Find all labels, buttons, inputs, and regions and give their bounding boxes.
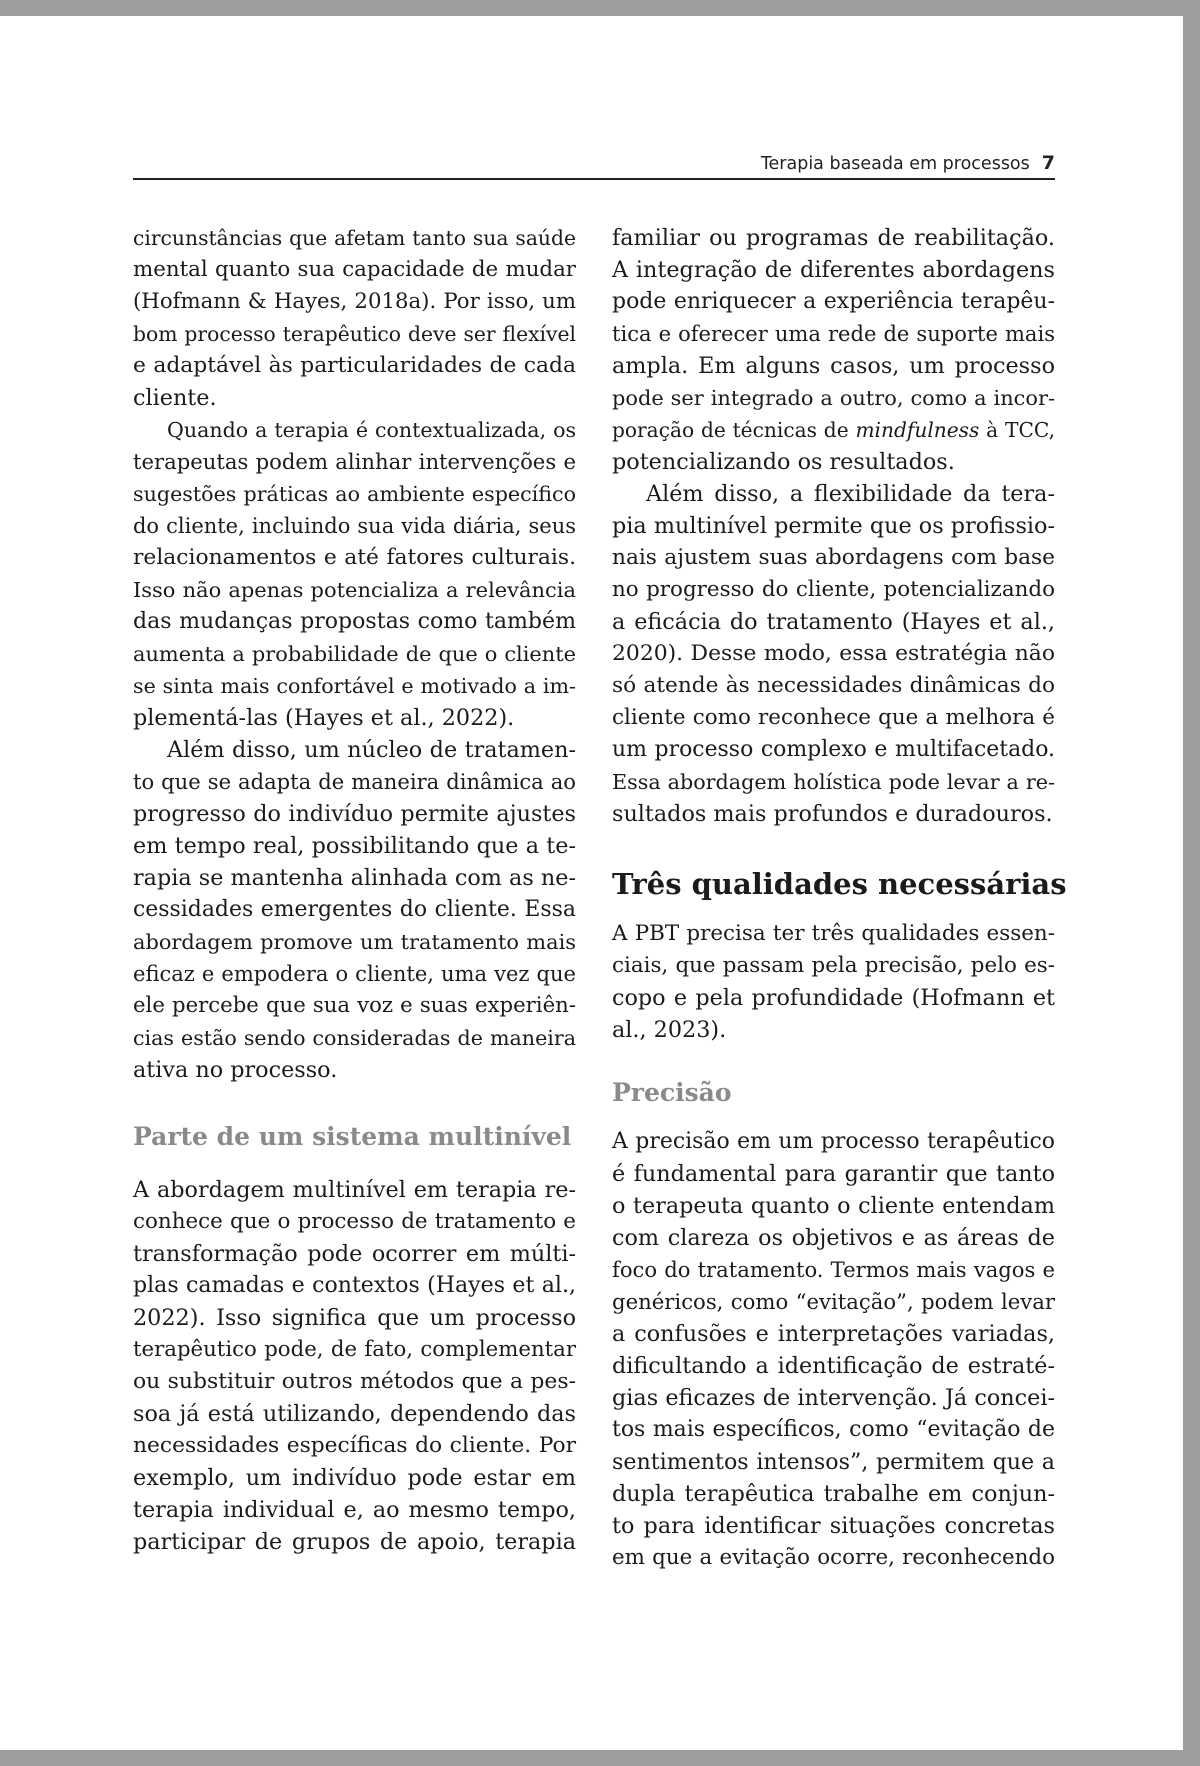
text-run: à TCC,	[979, 418, 1055, 442]
text-line: progresso do indivíduo permite ajustes	[133, 801, 576, 827]
text-line: nais ajustem suas abordagens com base	[612, 545, 1055, 570]
text-line: plas camadas e contextos (Hayes et al.,	[133, 1273, 576, 1298]
text-line: abordagem promove um tratamento mais	[133, 930, 576, 954]
text-line: Além disso, a flexibilidade da tera-	[646, 481, 1055, 507]
text-line: conhece que o processo de tratamento e	[133, 1209, 576, 1234]
text-line: to que se adapta de maneira dinâmica ao	[133, 769, 576, 794]
text-line: é fundamental para garantir que tanto	[612, 1161, 1055, 1187]
text-line: gias eficazes de intervenção. Já concei-	[612, 1385, 1055, 1411]
paragraph	[612, 478, 1055, 830]
running-title: Terapia baseada em processos	[760, 154, 1030, 174]
text-line: transformação pode ocorrer em múlti-	[133, 1241, 576, 1267]
text-line: ampla. Em alguns casos, um processo	[612, 353, 1055, 379]
text-line: ciais, que passam pela precisão, pelo es-	[612, 953, 1055, 978]
text-line: familiar ou programas de reabilitação.	[612, 225, 1055, 251]
text-line: to para identificar situações concretas	[612, 1513, 1055, 1539]
page-number: 7	[1041, 152, 1055, 174]
text-line: em que a evitação ocorre, reconhecendo	[612, 1545, 1055, 1570]
text-line: 2020). Desse modo, essa estratégia não	[612, 641, 1055, 666]
section-heading: Três qualidades necessárias	[612, 867, 1067, 901]
text-line: (Hofmann & Hayes, 2018a). Por isso, um	[133, 289, 576, 314]
text-line: terapia individual e, ao mesmo tempo,	[133, 1497, 576, 1523]
text-line: A abordagem multinível em terapia re-	[133, 1177, 576, 1203]
text-line: dificultando a identificação de estraté-	[612, 1353, 1055, 1379]
text-line: Isso não apenas potencializa a relevância	[133, 578, 576, 602]
text-line: genéricos, como “evitação”, podem levar	[612, 1289, 1055, 1314]
text-line: sugestões práticas ao ambiente específico	[133, 482, 576, 506]
text-line: 2022). Isso significa que um processo	[133, 1305, 576, 1331]
text-line: terapêutico pode, de fato, complementar	[133, 1337, 576, 1362]
text-line: a eficácia do tratamento (Hayes et al.,	[612, 609, 1055, 635]
text-line: cliente.	[133, 385, 217, 411]
text-line: A precisão em um processo terapêutico	[612, 1129, 1055, 1154]
text-line: circunstâncias que afetam tanto sua saúde	[133, 226, 576, 250]
text-line: ou substituir outros métodos que a pes-	[133, 1369, 576, 1394]
text-line: ele percebe que sua voz e suas experiên-	[133, 993, 576, 1018]
text-line: Essa abordagem holística pode levar a re-	[612, 770, 1055, 794]
text-line: terapeutas podem alinhar intervenções e	[133, 449, 576, 474]
text-line: tos mais específicos, como “evitação de	[612, 1417, 1055, 1442]
paragraph	[612, 1126, 1055, 1574]
text-run: poração de técnicas de	[612, 418, 856, 442]
paragraph	[612, 918, 1055, 1046]
text-line: cliente como reconhece que a melhora é	[612, 705, 1055, 730]
text-line: participar de grupos de apoio, terapia	[133, 1529, 576, 1555]
text-line: A integração de diferentes abordagens	[612, 257, 1055, 283]
running-header	[133, 152, 1055, 180]
text-line: Além disso, um núcleo de tratamen-	[167, 737, 576, 763]
text-line: mental quanto sua capacidade de mudar	[133, 257, 576, 282]
left-column	[133, 222, 576, 1558]
text-line: das mudanças propostas como também	[133, 609, 576, 634]
text-line: exemplo, um indivíduo pode estar em	[133, 1465, 576, 1491]
text-line: só atende às necessidades dinâmicas do	[612, 673, 1055, 698]
paragraph	[612, 222, 1055, 478]
text-line: A PBT precisa ter três qualidades essen-	[612, 921, 1055, 946]
emphasis-term: mindfulness	[855, 418, 980, 442]
text-line: ativa no processo.	[133, 1057, 338, 1083]
text-line: rapia se mantenha alinhada com as ne-	[133, 865, 576, 891]
text-line: eficaz e empodera o cliente, uma vez que	[133, 961, 576, 986]
text-line: dupla terapêutica trabalhe em conjun-	[612, 1481, 1055, 1507]
subsection-heading: Precisão	[612, 1078, 732, 1107]
text-line: plementá-las (Hayes et al., 2022).	[133, 705, 515, 731]
text-line: pode enriquecer a experiência terapêu-	[612, 289, 1055, 314]
text-line: cias estão sendo consideradas de maneira	[133, 1026, 576, 1050]
text-line: foco do tratamento. Termos mais vagos e	[612, 1257, 1055, 1282]
paragraph	[133, 1174, 576, 1558]
text-line: um processo complexo e multifacetado.	[612, 737, 1055, 762]
text-line: bom processo terapêutico deve ser flexível	[133, 322, 576, 346]
text-line: sentimentos intensos”, permitem que a	[612, 1449, 1055, 1475]
text-line: pode ser integrado a outro, como a incor-	[612, 386, 1055, 410]
text-line: Quando a terapia é contextualizada, os	[167, 418, 576, 442]
text-line: al., 2023).	[612, 1017, 727, 1043]
text-line	[612, 414, 1055, 446]
text-line: no progresso do cliente, potencializando	[612, 577, 1055, 602]
section-heading: Parte de um sistema multinível	[133, 1122, 572, 1151]
text-line: potencializando os resultados.	[612, 449, 955, 475]
text-line: o terapeuta quanto o cliente entendam	[612, 1193, 1055, 1219]
paragraph	[133, 414, 576, 734]
text-line: copo e pela profundidade (Hofmann et	[612, 985, 1055, 1011]
text-line: aumenta a probabilidade de que o cliente	[133, 642, 576, 666]
text-line: a confusões e interpretações variadas,	[612, 1321, 1055, 1347]
text-line: tica e oferecer uma rede de suporte mais	[612, 321, 1055, 346]
right-column	[612, 222, 1067, 1574]
text-line: do cliente, incluindo sua vida diária, seus	[133, 514, 576, 538]
text-line: sultados mais profundos e duradouros.	[612, 801, 1053, 827]
text-line: necessidades específicas do cliente. Por	[133, 1433, 576, 1458]
text-line: com clareza os objetivos e as áreas de	[612, 1225, 1055, 1251]
text-line: soa já está utilizando, dependendo das	[133, 1401, 576, 1427]
text-line: se sinta mais confortável e motivado a im-	[133, 674, 576, 698]
text-line: em tempo real, possibilitando que a te-	[133, 833, 576, 859]
paragraph	[133, 222, 576, 414]
text-line: cessidades emergentes do cliente. Essa	[133, 897, 576, 922]
text-line: relacionamentos e até fatores culturais.	[133, 545, 576, 570]
text-line: pia multinível permite que os profissio-	[612, 513, 1055, 539]
paragraph	[133, 734, 576, 1086]
text-line: e adaptável às particularidades de cada	[133, 353, 576, 378]
